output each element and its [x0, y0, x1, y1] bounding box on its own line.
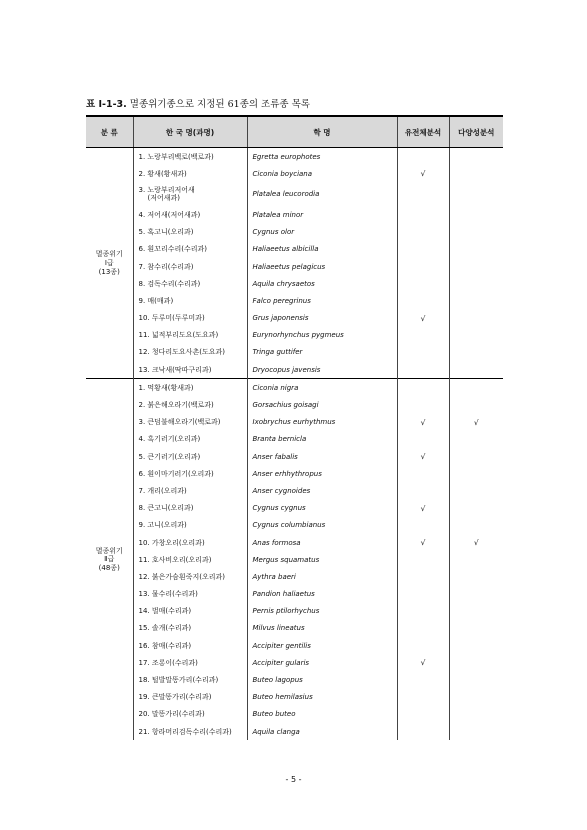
korean-name-cell	[133, 224, 247, 241]
korean-name: 참매(수리과)	[151, 641, 192, 650]
korean-name-cell	[133, 275, 247, 292]
korean-name-cell	[133, 431, 247, 448]
row-number: 17.	[138, 658, 150, 667]
genome-check-cell: √	[397, 500, 449, 517]
diversity-check-cell	[449, 396, 503, 413]
page-number: - 5 -	[285, 775, 302, 784]
scientific-name-cell: Egretta europhotes	[247, 148, 397, 166]
korean-name: 항라머리검독수리(수리과)	[151, 727, 232, 736]
genome-check-cell	[397, 361, 449, 379]
row-number: 7.	[138, 262, 146, 271]
row-number: 12.	[138, 572, 150, 581]
row-number: 20.	[138, 710, 150, 719]
korean-name: 혹고니(오리과)	[147, 228, 194, 237]
table-row	[86, 361, 503, 379]
table-row	[86, 586, 503, 603]
row-number: 21.	[138, 727, 150, 736]
genome-check-cell	[397, 327, 449, 344]
diversity-check-cell	[449, 327, 503, 344]
genome-check-cell	[397, 551, 449, 568]
diversity-check-cell	[449, 500, 503, 517]
diversity-check-cell	[449, 706, 503, 723]
table-row	[86, 465, 503, 482]
category-line3: (48종)	[98, 564, 120, 573]
genome-check-cell	[397, 224, 449, 241]
korean-name-cell	[133, 603, 247, 620]
row-number: 2.	[138, 169, 146, 178]
korean-name-family: (저어새과)	[147, 194, 181, 203]
korean-name-cell	[133, 517, 247, 534]
header-scientific-name: 학 명	[247, 116, 397, 148]
caption-text: 멸종위기종으로 지정된 61종의 조류종 목록	[129, 99, 310, 110]
category-line3: (13종)	[98, 267, 120, 276]
genome-check-cell	[397, 431, 449, 448]
row-number: 15.	[138, 624, 150, 633]
korean-name: 물수리(수리과)	[151, 590, 198, 599]
diversity-check-cell	[449, 654, 503, 671]
diversity-check-cell	[449, 448, 503, 465]
korean-name-cell	[133, 148, 247, 166]
row-number: 13.	[138, 365, 150, 374]
header-diversity-analysis: 다양성분석	[449, 116, 503, 148]
genome-check-cell	[397, 723, 449, 740]
korean-name-cell	[133, 310, 247, 327]
korean-name-cell	[133, 723, 247, 740]
korean-name: 노랑부리백로(백로과)	[147, 152, 214, 161]
korean-name: 넓적부리도요(도요과)	[151, 331, 219, 340]
category-cell	[86, 379, 133, 740]
scientific-name-cell: Pandion haliaetus	[247, 586, 397, 603]
table-row	[86, 603, 503, 620]
scientific-name-cell: Tringa guttifer	[247, 344, 397, 361]
table-row	[86, 165, 503, 182]
scientific-name-cell: Falco peregrinus	[247, 292, 397, 309]
row-number: 3.	[138, 418, 146, 427]
korean-name: 흑기러기(오리과)	[147, 435, 201, 444]
scientific-name-cell: Accipiter gentilis	[247, 637, 397, 654]
table-row	[86, 379, 503, 397]
scientific-name-cell: Eurynorhynchus pygmeus	[247, 327, 397, 344]
genome-check-cell	[397, 148, 449, 166]
category-line2: Ⅱ급	[104, 555, 115, 564]
diversity-check-cell: √	[449, 414, 503, 431]
diversity-check-cell	[449, 224, 503, 241]
table-row	[86, 534, 503, 551]
genome-check-cell: √	[397, 165, 449, 182]
diversity-check-cell: √	[449, 534, 503, 551]
row-number: 13.	[138, 590, 150, 599]
diversity-check-cell	[449, 148, 503, 166]
korean-name-cell	[133, 241, 247, 258]
korean-name-cell	[133, 414, 247, 431]
scientific-name-cell: Mergus squamatus	[247, 551, 397, 568]
genome-check-cell: √	[397, 654, 449, 671]
scientific-name-cell: Buteo hemilasius	[247, 689, 397, 706]
genome-check-cell	[397, 206, 449, 223]
genome-check-cell	[397, 603, 449, 620]
scientific-name-cell: Cygnus cygnus	[247, 500, 397, 517]
diversity-check-cell	[449, 310, 503, 327]
korean-name-cell	[133, 448, 247, 465]
table-caption	[86, 96, 310, 110]
diversity-check-cell	[449, 551, 503, 568]
korean-name: 조롱이(수리과)	[151, 658, 198, 667]
korean-name-cell	[133, 165, 247, 182]
korean-name-cell	[133, 361, 247, 379]
korean-name-cell	[133, 327, 247, 344]
diversity-check-cell	[449, 275, 503, 292]
diversity-check-cell	[449, 292, 503, 309]
category-line1: 멸종위기	[95, 250, 123, 258]
table-row	[86, 500, 503, 517]
scientific-name-cell: Cygnus olor	[247, 224, 397, 241]
table-body	[86, 148, 503, 741]
korean-name: 먹황새(황새과)	[147, 383, 194, 392]
row-number: 10.	[138, 314, 150, 323]
korean-name-cell	[133, 689, 247, 706]
genome-check-cell	[397, 706, 449, 723]
table-row	[86, 482, 503, 499]
row-number: 3.	[138, 185, 146, 194]
genome-check-cell	[397, 344, 449, 361]
genome-check-cell	[397, 241, 449, 258]
row-number: 5.	[138, 452, 146, 461]
korean-name: 털발말똥가리(수리과)	[151, 676, 219, 685]
category-line1: 멸종위기	[95, 546, 123, 555]
korean-name-cell	[133, 568, 247, 585]
table-row	[86, 206, 503, 223]
diversity-check-cell	[449, 689, 503, 706]
row-number: 4.	[138, 435, 146, 444]
row-number: 16.	[138, 641, 150, 650]
diversity-check-cell	[449, 241, 503, 258]
genome-check-cell	[397, 258, 449, 275]
scientific-name-cell: Aquila clanga	[247, 723, 397, 740]
species-table	[86, 115, 503, 740]
table-row	[86, 551, 503, 568]
korean-name: 검독수리(수리과)	[147, 279, 201, 288]
korean-name: 고니(오리과)	[147, 521, 187, 530]
genome-check-cell	[397, 182, 449, 206]
table-row	[86, 448, 503, 465]
korean-name-cell	[133, 551, 247, 568]
caption-label: 표 Ⅰ-1-3.	[86, 99, 127, 110]
category-line2: Ⅰ급	[104, 258, 114, 267]
diversity-check-cell	[449, 258, 503, 275]
korean-name-cell	[133, 534, 247, 551]
scientific-name-cell: Accipiter gularis	[247, 654, 397, 671]
header-category: 분 류	[86, 116, 133, 148]
table-row	[86, 723, 503, 740]
genome-check-cell: √	[397, 310, 449, 327]
row-number: 1.	[138, 152, 146, 161]
korean-name-cell	[133, 396, 247, 413]
korean-name: 큰고니(오리과)	[147, 504, 194, 513]
row-number: 19.	[138, 693, 150, 702]
genome-check-cell	[397, 275, 449, 292]
diversity-check-cell	[449, 568, 503, 585]
korean-name: 매(매과)	[147, 296, 174, 305]
row-number: 1.	[138, 383, 146, 392]
korean-name-cell	[133, 654, 247, 671]
korean-name: 가창오리(오리과)	[151, 538, 205, 547]
scientific-name-cell: Anser cygnoides	[247, 482, 397, 499]
diversity-check-cell	[449, 165, 503, 182]
diversity-check-cell	[449, 206, 503, 223]
scientific-name-cell: Anser erhhythropus	[247, 465, 397, 482]
korean-name: 호사비오리(오리과)	[151, 555, 212, 564]
scientific-name-cell: Aythra baeri	[247, 568, 397, 585]
diversity-check-cell	[449, 379, 503, 397]
table-row	[86, 637, 503, 654]
scientific-name-cell: Platalea minor	[247, 206, 397, 223]
korean-name: 청다리도요사촌(도요과)	[151, 348, 225, 357]
korean-name: 개리(오리과)	[147, 486, 187, 495]
table-row	[86, 517, 503, 534]
genome-check-cell	[397, 586, 449, 603]
genome-check-cell	[397, 465, 449, 482]
scientific-name-cell: Ixobrychus eurhythmus	[247, 414, 397, 431]
row-number: 8.	[138, 504, 146, 513]
korean-name: 큰덤불해오라기(백로과)	[147, 418, 221, 427]
diversity-check-cell	[449, 517, 503, 534]
table-row	[86, 327, 503, 344]
korean-name: 흰꼬리수리(수리과)	[147, 245, 207, 254]
korean-name: 붉은해오라기(백로과)	[147, 401, 214, 410]
table-row	[86, 224, 503, 241]
row-number: 18.	[138, 676, 150, 685]
table-row	[86, 310, 503, 327]
scientific-name-cell: Milvus lineatus	[247, 620, 397, 637]
scientific-name-cell: Haliaeetus albicilla	[247, 241, 397, 258]
row-number: 9.	[138, 521, 146, 530]
korean-name-cell	[133, 671, 247, 688]
korean-name: 두루미(두루미과)	[151, 314, 205, 323]
korean-name: 말똥가리(수리과)	[151, 710, 205, 719]
korean-name-cell	[133, 344, 247, 361]
korean-name: 솔개(수리과)	[151, 624, 192, 633]
genome-check-cell	[397, 620, 449, 637]
korean-name-cell	[133, 292, 247, 309]
korean-name: 붉은가슴흰죽지(오리과)	[151, 572, 225, 581]
scientific-name-cell: Dryocopus javensis	[247, 361, 397, 379]
diversity-check-cell	[449, 482, 503, 499]
korean-name: 저어새(저어새과)	[147, 210, 201, 219]
table-row	[86, 148, 503, 166]
row-number: 9.	[138, 296, 146, 305]
diversity-check-cell	[449, 671, 503, 688]
korean-name: 참수리(수리과)	[147, 262, 194, 271]
genome-check-cell: √	[397, 414, 449, 431]
table-row	[86, 620, 503, 637]
korean-name-cell	[133, 206, 247, 223]
diversity-check-cell	[449, 344, 503, 361]
korean-name-cell	[133, 258, 247, 275]
header-genome-analysis: 유전체분석	[397, 116, 449, 148]
korean-name-cell	[133, 637, 247, 654]
korean-name: 벌매(수리과)	[151, 607, 192, 616]
scientific-name-cell: Branta bernicla	[247, 431, 397, 448]
table-row	[86, 689, 503, 706]
scientific-name-cell: Buteo buteo	[247, 706, 397, 723]
table-row	[86, 431, 503, 448]
genome-check-cell: √	[397, 534, 449, 551]
scientific-name-cell: Ciconia boyciana	[247, 165, 397, 182]
table-row	[86, 706, 503, 723]
korean-name: 큰기러기(오리과)	[147, 452, 201, 461]
genome-check-cell	[397, 379, 449, 397]
genome-check-cell	[397, 568, 449, 585]
scientific-name-cell: Platalea leucorodia	[247, 182, 397, 206]
genome-check-cell	[397, 482, 449, 499]
genome-check-cell: √	[397, 448, 449, 465]
table-row	[86, 396, 503, 413]
row-number: 7.	[138, 486, 146, 495]
row-number: 11.	[138, 555, 150, 564]
diversity-check-cell	[449, 637, 503, 654]
scientific-name-cell: Anser fabalis	[247, 448, 397, 465]
row-number: 12.	[138, 348, 150, 357]
scientific-name-cell: Gorsachius goisagi	[247, 396, 397, 413]
header-korean-name: 한 국 명(과명)	[133, 116, 247, 148]
scientific-name-cell: Aquila chrysaetos	[247, 275, 397, 292]
row-number: 8.	[138, 279, 146, 288]
table-row	[86, 654, 503, 671]
korean-name: 큰말똥가리(수리과)	[151, 693, 212, 702]
korean-name-cell	[133, 465, 247, 482]
row-number: 2.	[138, 401, 146, 410]
table-row	[86, 344, 503, 361]
scientific-name-cell: Buteo lagopus	[247, 671, 397, 688]
scientific-name-cell: Anas formosa	[247, 534, 397, 551]
diversity-check-cell	[449, 465, 503, 482]
table-header-row	[86, 116, 503, 148]
category-cell	[86, 148, 133, 379]
diversity-check-cell	[449, 620, 503, 637]
korean-name-cell	[133, 482, 247, 499]
korean-name: 황새(황새과)	[147, 169, 187, 178]
genome-check-cell	[397, 396, 449, 413]
korean-name-cell	[133, 379, 247, 397]
genome-check-cell	[397, 671, 449, 688]
diversity-check-cell	[449, 723, 503, 740]
row-number: 4.	[138, 210, 146, 219]
table-row	[86, 671, 503, 688]
genome-check-cell	[397, 637, 449, 654]
row-number: 5.	[138, 228, 146, 237]
scientific-name-cell: Ciconia nigra	[247, 379, 397, 397]
diversity-check-cell	[449, 361, 503, 379]
scientific-name-cell: Grus japonensis	[247, 310, 397, 327]
row-number: 11.	[138, 331, 150, 340]
row-number: 6.	[138, 245, 146, 254]
genome-check-cell	[397, 517, 449, 534]
korean-name-cell	[133, 586, 247, 603]
row-number: 10.	[138, 538, 150, 547]
diversity-check-cell	[449, 603, 503, 620]
genome-check-cell	[397, 689, 449, 706]
scientific-name-cell: Pernis ptilorhychus	[247, 603, 397, 620]
korean-name-cell	[133, 182, 247, 206]
scientific-name-cell: Haliaeetus pelagicus	[247, 258, 397, 275]
table-row	[86, 414, 503, 431]
table-row	[86, 241, 503, 258]
diversity-check-cell	[449, 182, 503, 206]
scientific-name-cell: Cygnus columbianus	[247, 517, 397, 534]
korean-name-cell	[133, 706, 247, 723]
diversity-check-cell	[449, 431, 503, 448]
table-row	[86, 258, 503, 275]
korean-name-cell	[133, 500, 247, 517]
korean-name: 노랑부리저어새	[147, 185, 195, 194]
korean-name: 크낙새(딱따구리과)	[151, 365, 212, 374]
table-row	[86, 275, 503, 292]
diversity-check-cell	[449, 586, 503, 603]
table-row	[86, 182, 503, 206]
korean-name: 흰이마기러기(오리과)	[147, 469, 214, 478]
table-row	[86, 568, 503, 585]
row-number: 6.	[138, 469, 146, 478]
korean-name-cell	[133, 620, 247, 637]
genome-check-cell	[397, 292, 449, 309]
row-number: 14.	[138, 607, 150, 616]
table-row	[86, 292, 503, 309]
